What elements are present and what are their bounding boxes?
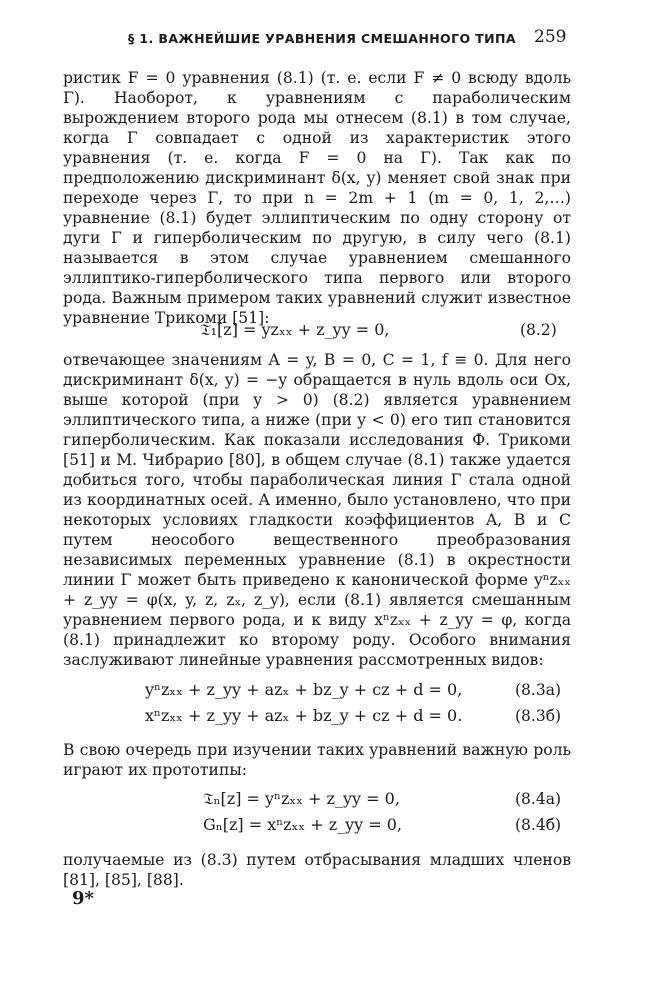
paragraph-3-text: В свою очередь при изучении таких уравнений важную роль играют их прототипы: [63,741,571,779]
signature-mark: 9* [72,888,94,909]
paragraph-2 [63,350,571,670]
equation-8-2: 𝔗₁[z] = yzₓₓ + z_yy = 0, [200,320,390,339]
running-title: § 1. ВАЖНЕЙШИЕ УРАВНЕНИЯ СМЕШАННОГО ТИПА [128,31,516,46]
equation-8-3b: xⁿzₓₓ + z_yy + azₓ + bz_y + cz + d = 0. [145,706,463,725]
page-header [0,27,652,51]
equation-8-4a-number: (8.4а) [515,790,561,808]
page-number: 259 [534,27,567,47]
equation-8-4b: Gₙ[z] = xⁿzₓₓ + z_yy = 0, [203,815,403,834]
equation-8-3a-number: (8.3а) [515,681,561,699]
paragraph-2-text: отвечающее значениям A = y, B = 0, C = 1, f ≡ 0. Для него дискриминант δ(x, y) = −y обращается в нуль вдоль оси Ox, выше которой (при y > 0) (8.2) является уравнением эллиптического типа, а ниже (при y < 0) его тип становится гиперболическим. Как показали исследования Ф. Трикоми [51] и М. Чибрарио [80], в общем случае (8.1) также удается добиться того, чтобы параболическая линия Γ стала одной из координатных осей. А именно, было установлено, что при некоторых условиях гладкости коэффициентов A, B и C путем неособого вещественного преобразования независимых переменных уравнение (8.1) в окрестности линии Γ может быть приведено к канонической форме yⁿzₓₓ + z_yy = φ(x, y, z, zₓ, z_y), если (8.1) является смешанным уравнением первого рода, и к виду xⁿzₓₓ + z_yy = φ, когда (8.1) принадлежит ко второму роду. Особого внимания заслуживают линейные уравнения рассмотренных видов: [63,351,571,669]
equation-8-4b-number: (8.4б) [515,816,562,834]
equation-8-4a: 𝔗ₙ[z] = yⁿzₓₓ + z_yy = 0, [203,789,400,808]
equation-8-3a: yⁿzₓₓ + z_yy + azₓ + bz_y + cz + d = 0, [145,680,463,699]
paragraph-1 [63,68,571,328]
paragraph-4-text: получаемые из (8.3) путем отбрасывания младших членов [81], [85], [88]. [63,851,571,889]
equation-8-3b-number: (8.3б) [515,707,562,725]
equation-8-2-number: (8.2) [520,321,557,339]
paragraph-3 [63,740,571,780]
paragraph-1-text: ристик F = 0 уравнения (8.1) (т. е. если F ≠ 0 всюду вдоль Γ). Наоборот, к уравнениям с параболическим вырождением второго рода мы отнесем (8.1) в том случае, когда Γ совпадает с одной из характеристик этого уравнения (т. е. когда F = 0 на Γ). Так как по предположению дискриминант δ(x, y) меняет свой знак при переходе через Γ, то при n = 2m + 1 (m = 0, 1, 2,…) уравнение (8.1) будет эллиптическим по одну сторону от дуги Γ и гиперболическим по другую, в силу чего (8.1) называется в этом случае уравнением смешанного эллиптико-гиперболического типа первого или второго рода. Важным примером таких уравнений служит известное уравнение Трикоми [51]: [63,69,571,327]
paragraph-4 [63,850,571,890]
